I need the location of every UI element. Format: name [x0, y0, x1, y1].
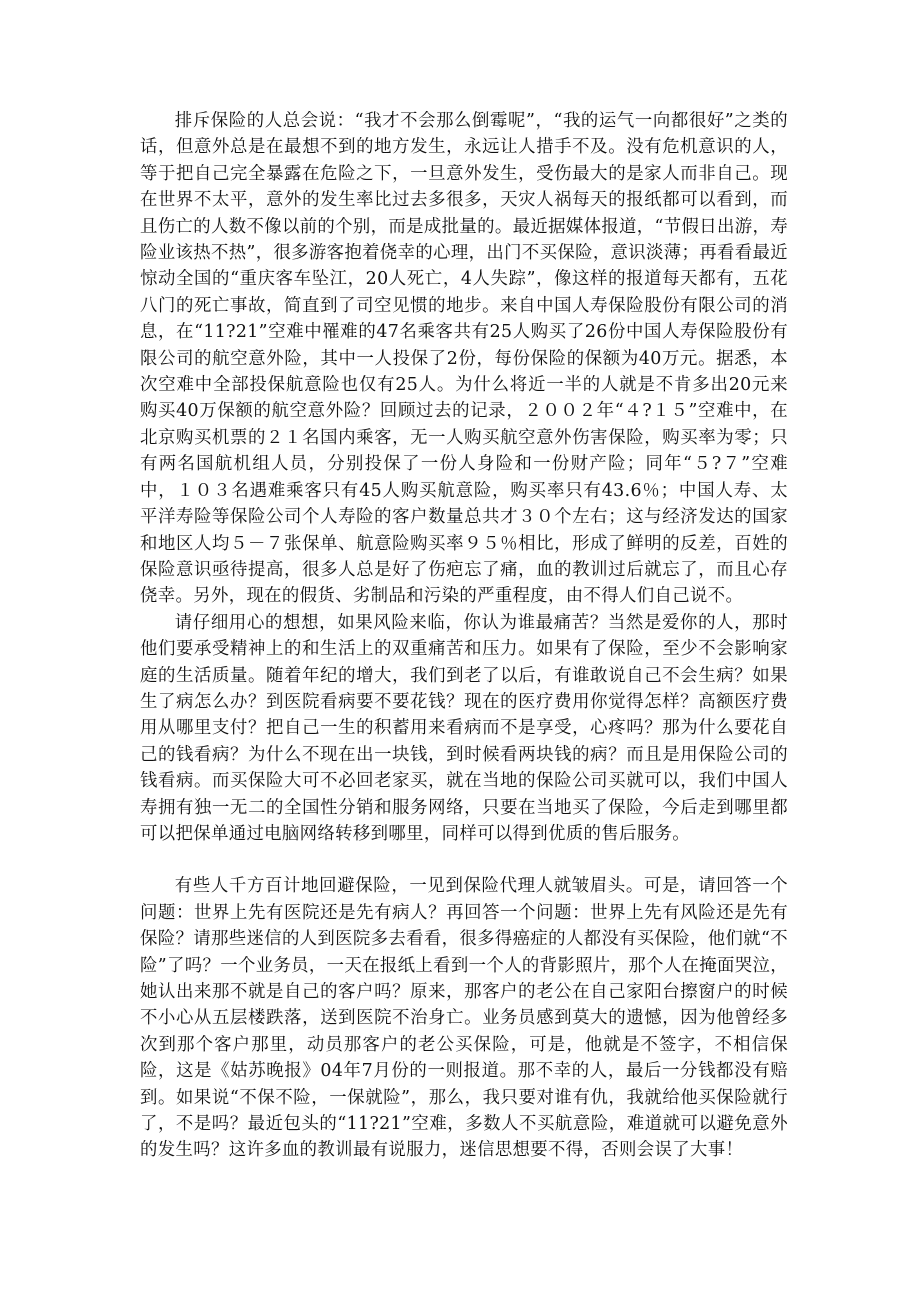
paragraph-1: 排斥保险的人总会说：“我才不会那么倒霉呢”，“我的运气一向都很好”之类的话，但意外总是在最想不到的地方发生，永远让人措手不及。没有危机意识的人，等于把自己完全暴露在危险之下，一旦意外发生，受伤最大的是家人而非自己。现在世界不太平，意外的发生率比过去多很多，天灾人祸每天的报纸都可以看到，而且伤亡的人数不像以前的个别，而是成批量的。最近据媒体报道，“节假日出游，寿险业该热不热”，很多游客抱着侥幸的心理，出门不买保险，意识淡薄；再看看最近惊动全国的“重庆客车坠江，20人死亡，4人失踪”，像这样的报道每天都有，五花八门的死亡事故，简直到了司空见惯的地步。来自中国人寿保险股份有限公司的消息，在“11?21”空难中罹难的47名乘客共有25人购买了26份中国人寿保险股份有限公司的航空意外险，其中一人投保了2份，每份保险的保额为40万元。据悉，本次空难中全部投保航意险也仅有25人。为什么将近一半的人就是不肯多出20元来购买40万保额的航空意外险？回顾过去的记录，２００２年“４?１５”空难中，在北京购买机票的２１名国内乘客，无一人购买航空意外伤害保险，购买率为零；只有两名国航机组人员，分别投保了一份人身险和一份财产险；同年“５?７”空难中，１０３名遇难乘客只有45人购买航意险，购买率只有43.6％；中国人寿、太平洋寿险等保险公司个人寿险的客户数量总共才３０个左右；这与经济发达的国家和地区人均５－７张保单、航意险购买率９５％相比，形成了鲜明的反差，百姓的保险意识亟待提高，很多人总是好了伤疤忘了痛，血的教训过后就忘了，而且心存侥幸。另外，现在的假货、劣制品和污染的严重程度，由不得人们自己说不。 [140, 111, 788, 607]
paragraph-3: 有些人千方百计地回避保险，一见到保险代理人就皱眉头。可是，请回答一个问题：世界上先有医院还是先有病人？再回答一个问题：世界上先有风险还是先有保险？请那些迷信的人到医院多去看看，很多得癌症的人都没有买保险，他们就“不险”了吗？一个业务员，一天在报纸上看到一个人的背影照片，那个人在掩面哭泣，她认出来那不就是自己的客户吗？原来，那客户的老公在自己家阳台擦窗户的时候不小心从五层楼跌落，送到医院不治身亡。业务员感到莫大的遗憾，因为他曾经多次到那个客户那里，动员那客户的老公买保险，可是，他就是不签字，不相信保险，这是《姑苏晚报》04年7月份的一则报道。那不幸的人，最后一分钱都没有赔到。如果说“不保不险，一保就险”，那么，我只要对谁有仇，我就给他买保险就行了，不是吗？最近包头的“11?21”空难，多数人不买航意险，难道就可以避免意外的发生吗？这许多血的教训最有说服力，迷信思想要不得，否则会误了大事！ [140, 876, 788, 1161]
document-body [140, 108, 788, 1164]
paragraph-spacer [140, 847, 788, 873]
paragraph-2: 请仔细用心的想想，如果风险来临，你认为谁最痛苦？当然是爱你的人，那时他们要承受精神上的和生活上的双重痛苦和压力。如果有了保险，至少不会影响家庭的生活质量。随着年纪的增大，我们到老了以后，有谁敢说自己不会生病？如果生了病怎么办？到医院看病要不要花钱？现在的医疗费用你觉得怎样？高额医疗费用从哪里支付？把自己一生的积蓄用来看病而不是享受，心疼吗？那为什么要花自己的钱看病？为什么不现在出一块钱，到时候看两块钱的病？而且是用保险公司的钱看病。而买保险大可不必回老家买，就在当地的保险公司买就可以，我们中国人寿拥有独一无二的全国性分销和服务网络，只要在当地买了保险，今后走到哪里都可以把保单通过电脑网络转移到哪里，同样可以得到优质的售后服务。 [140, 612, 788, 844]
